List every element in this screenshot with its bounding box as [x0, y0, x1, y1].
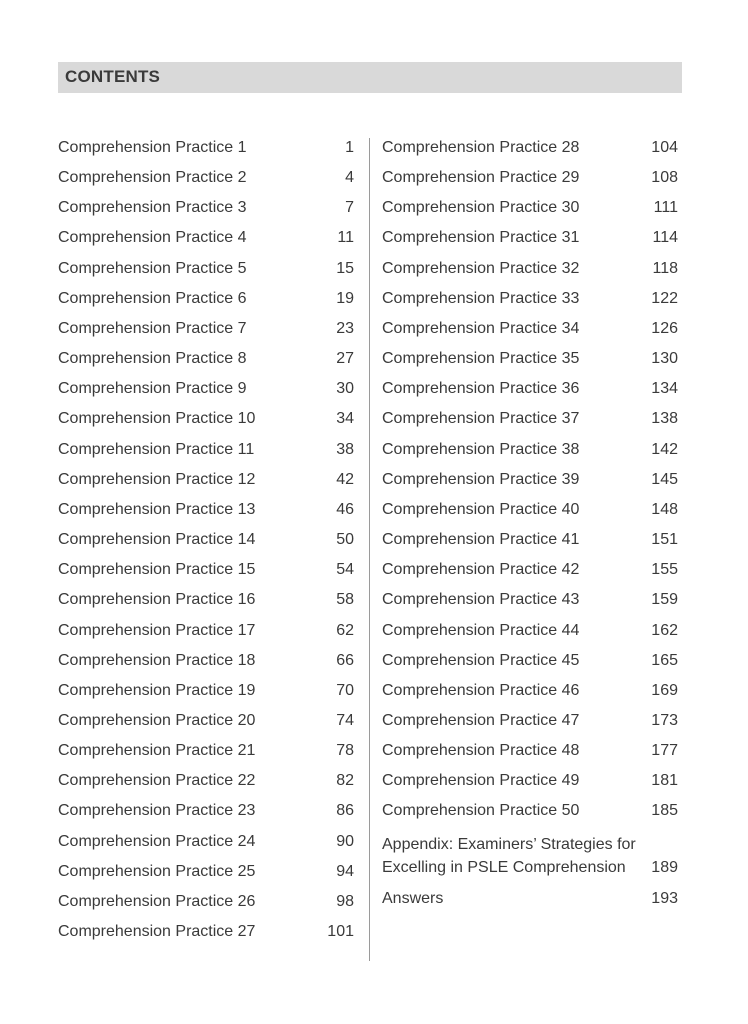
toc-entry-page: 193 — [651, 889, 678, 907]
toc-entry-page: 1 — [345, 139, 354, 156]
toc-entry-page: 7 — [345, 199, 354, 217]
toc-entry[interactable] — [382, 618, 678, 648]
toc-entry[interactable] — [382, 437, 678, 467]
toc-entry-page: 114 — [652, 229, 678, 247]
toc-entry-page: 177 — [651, 742, 678, 760]
toc-entry-label: Comprehension Practice 36 — [382, 380, 580, 398]
toc-entry[interactable] — [58, 256, 354, 286]
toc-entry[interactable] — [58, 618, 354, 648]
toc-entry-label: Comprehension Practice 38 — [382, 440, 580, 458]
toc-entry[interactable] — [58, 738, 354, 768]
toc-entry-label: Comprehension Practice 24 — [58, 832, 256, 850]
toc-entry-page: 15 — [336, 259, 354, 277]
toc-entry[interactable] — [382, 316, 678, 346]
toc-entry-label: Comprehension Practice 32 — [382, 259, 580, 277]
toc-entry-label: Comprehension Practice 4 — [58, 229, 247, 247]
toc-entry-label: Comprehension Practice 1 — [58, 139, 247, 156]
toc-entry-label: Comprehension Practice 3 — [58, 199, 247, 217]
toc-entry-label: Comprehension Practice 40 — [382, 500, 580, 518]
toc-entry-label: Comprehension Practice 48 — [382, 742, 580, 760]
toc-entry[interactable] — [382, 346, 678, 376]
toc-entry-appendix[interactable] — [382, 832, 678, 882]
toc-entry-page: 138 — [651, 410, 678, 428]
toc-entry-label: Comprehension Practice 21 — [58, 742, 256, 760]
toc-entry-page: 19 — [336, 289, 354, 307]
toc-entry-page: 173 — [651, 711, 678, 729]
toc-entry[interactable] — [58, 437, 354, 467]
toc-entry-page: 46 — [336, 500, 354, 518]
toc-entry-page: 58 — [336, 591, 354, 609]
toc-entry-label: Comprehension Practice 42 — [382, 561, 580, 579]
toc-entry[interactable] — [58, 798, 354, 828]
toc-entry-label: Comprehension Practice 8 — [58, 350, 247, 368]
toc-entry[interactable] — [382, 135, 678, 165]
toc-entry-page: 11 — [337, 229, 354, 247]
toc-entry-page: 159 — [651, 591, 678, 609]
toc-entry-label: Comprehension Practice 29 — [382, 169, 580, 187]
toc-entry-label: Comprehension Practice 13 — [58, 500, 256, 518]
toc-entry[interactable] — [58, 768, 354, 798]
toc-entry-label: Comprehension Practice 26 — [58, 892, 256, 910]
toc-entry-page: 54 — [336, 561, 354, 579]
toc-entry-page: 94 — [336, 862, 354, 880]
toc-entry-label: Comprehension Practice 17 — [58, 621, 256, 639]
toc-entry-label: Comprehension Practice 16 — [58, 591, 256, 609]
toc-entry[interactable] — [382, 648, 678, 678]
toc-entry-label: Answers — [382, 889, 444, 907]
toc-entry-page: 101 — [327, 923, 354, 941]
toc-entry-label: Comprehension Practice 20 — [58, 711, 256, 729]
toc-entry[interactable] — [382, 195, 678, 225]
toc-entry-label: Comprehension Practice 46 — [382, 681, 580, 699]
toc-entry[interactable] — [58, 648, 354, 678]
toc-entry-page: 98 — [336, 892, 354, 910]
toc-entry-page: 169 — [651, 681, 678, 699]
toc-entry-page: 148 — [651, 500, 678, 518]
toc-entry-page: 142 — [651, 440, 678, 458]
toc-entry-label: Comprehension Practice 6 — [58, 289, 247, 307]
toc-entry[interactable] — [58, 376, 354, 406]
toc-entry-label: Comprehension Practice 35 — [382, 350, 580, 368]
toc-entry[interactable] — [58, 587, 354, 617]
toc-entry[interactable] — [58, 859, 354, 889]
toc-entry-page: 50 — [336, 531, 354, 549]
toc-entry[interactable] — [382, 587, 678, 617]
toc-entry-page: 134 — [651, 380, 678, 398]
toc-entry-label: Comprehension Practice 45 — [382, 651, 580, 669]
toc-entry-page: 90 — [336, 832, 354, 850]
contents-title: CONTENTS — [65, 67, 161, 86]
toc-entry-page: 27 — [336, 350, 354, 368]
toc-entry-page: 108 — [651, 169, 678, 187]
toc-entry-page: 38 — [336, 440, 354, 458]
toc-entry-page: 111 — [653, 199, 678, 217]
toc-entry-label: Comprehension Practice 34 — [382, 319, 580, 337]
toc-entry[interactable] — [382, 256, 678, 286]
toc-entry-label: Comprehension Practice 10 — [58, 410, 256, 428]
toc-entry[interactable] — [58, 286, 354, 316]
toc-entry-label: Comprehension Practice 23 — [58, 802, 256, 820]
toc-entry-label: Comprehension Practice 15 — [58, 561, 256, 579]
toc-entry-label: Comprehension Practice 39 — [382, 470, 580, 488]
toc-left-column — [58, 135, 354, 949]
toc-entry-page: 42 — [336, 470, 354, 488]
toc-entry-page: 151 — [651, 531, 678, 549]
toc-entry[interactable] — [382, 467, 678, 497]
toc-entry-page: 122 — [651, 289, 678, 307]
toc-entry-answers[interactable] — [382, 886, 678, 916]
toc-entry-label: Comprehension Practice 18 — [58, 651, 256, 669]
toc-entry[interactable] — [382, 678, 678, 708]
toc-entry-page: 126 — [651, 319, 678, 337]
toc-entry-page: 130 — [651, 350, 678, 368]
toc-entry[interactable] — [382, 497, 678, 527]
contents-header-bar — [58, 62, 682, 93]
toc-entry[interactable] — [58, 406, 354, 436]
toc-entry[interactable] — [58, 346, 354, 376]
toc-entry[interactable] — [382, 708, 678, 738]
toc-entry[interactable] — [58, 678, 354, 708]
toc-entry-label: Comprehension Practice 28 — [382, 139, 580, 156]
toc-entry-label: Comprehension Practice 33 — [382, 289, 580, 307]
toc-entry-label: Comprehension Practice 49 — [382, 772, 580, 790]
toc-entry[interactable] — [382, 557, 678, 587]
toc-entry[interactable] — [58, 135, 354, 165]
toc-entry-page: 62 — [336, 621, 354, 639]
toc-entry[interactable] — [58, 829, 354, 859]
toc-entry[interactable] — [58, 165, 354, 195]
toc-entry-label: Comprehension Practice 44 — [382, 621, 580, 639]
toc-entry-page: 155 — [651, 561, 678, 579]
toc-entry-label: Comprehension Practice 41 — [382, 531, 580, 549]
toc-entry-page: 189 — [651, 858, 678, 876]
toc-entry[interactable] — [382, 527, 678, 557]
toc-right-column — [382, 135, 678, 916]
toc-entry-label: Comprehension Practice 2 — [58, 169, 247, 187]
toc-entry-label: Comprehension Practice 47 — [382, 711, 580, 729]
toc-entry[interactable] — [58, 195, 354, 225]
toc-entry[interactable] — [58, 919, 354, 949]
toc-entry[interactable] — [58, 889, 354, 919]
toc-entry-label: Comprehension Practice 43 — [382, 591, 580, 609]
toc-entry[interactable] — [382, 376, 678, 406]
toc-entry[interactable] — [382, 798, 678, 828]
toc-entry-page: 165 — [651, 651, 678, 669]
toc-entry-page: 118 — [652, 259, 678, 277]
toc-entry-label: Comprehension Practice 50 — [382, 802, 580, 820]
toc-entry-page: 162 — [651, 621, 678, 639]
toc-entry-page: 70 — [336, 681, 354, 699]
toc-entry-label: Comprehension Practice 5 — [58, 259, 247, 277]
toc-entry-page: 181 — [651, 772, 678, 790]
toc-entry-label: Comprehension Practice 9 — [58, 380, 247, 398]
toc-entry-label: Comprehension Practice 11 — [58, 440, 255, 458]
toc-entry-label: Comprehension Practice 25 — [58, 862, 256, 880]
toc-entry-page: 66 — [336, 651, 354, 669]
toc-entry[interactable] — [58, 497, 354, 527]
toc-entry[interactable] — [58, 316, 354, 346]
toc-entry[interactable] — [58, 467, 354, 497]
toc-entry-page: 145 — [651, 470, 678, 488]
toc-entry-label: Comprehension Practice 37 — [382, 410, 580, 428]
toc-entry-page: 104 — [651, 139, 678, 156]
toc-entry[interactable] — [382, 225, 678, 255]
toc-entry[interactable] — [382, 738, 678, 768]
toc-entry-page: 30 — [336, 380, 354, 398]
column-divider — [369, 138, 370, 961]
toc-entry-label: Comprehension Practice 30 — [382, 199, 580, 217]
toc-entry-page: 34 — [336, 410, 354, 428]
toc-entry-page: 4 — [345, 169, 354, 187]
toc-entry[interactable] — [382, 406, 678, 436]
toc-entry-page: 82 — [336, 772, 354, 790]
toc-entry-page: 74 — [336, 711, 354, 729]
toc-entry[interactable] — [382, 768, 678, 798]
toc-entry-label: Comprehension Practice 31 — [382, 229, 580, 247]
toc-entry-page: 78 — [336, 742, 354, 760]
toc-entry-label: Comprehension Practice 22 — [58, 772, 256, 790]
toc-entry[interactable] — [58, 708, 354, 738]
toc-entry[interactable] — [58, 225, 354, 255]
toc-entry-label: Comprehension Practice 12 — [58, 470, 256, 488]
toc-entry[interactable] — [58, 527, 354, 557]
toc-entry-label: Comprehension Practice 14 — [58, 531, 256, 549]
toc-entry-label: Appendix: Examiners’ Strategies for Excelling in PSLE Comprehension — [382, 835, 636, 876]
toc-entry[interactable] — [58, 557, 354, 587]
toc-entry[interactable] — [382, 165, 678, 195]
toc-entry[interactable] — [382, 286, 678, 316]
toc-entry-label: Comprehension Practice 7 — [58, 319, 247, 337]
toc-entry-label: Comprehension Practice 19 — [58, 681, 256, 699]
toc-entry-page: 23 — [336, 319, 354, 337]
toc-entry-page: 185 — [651, 802, 678, 820]
toc-entry-label: Comprehension Practice 27 — [58, 923, 256, 941]
toc-entry-page: 86 — [336, 802, 354, 820]
